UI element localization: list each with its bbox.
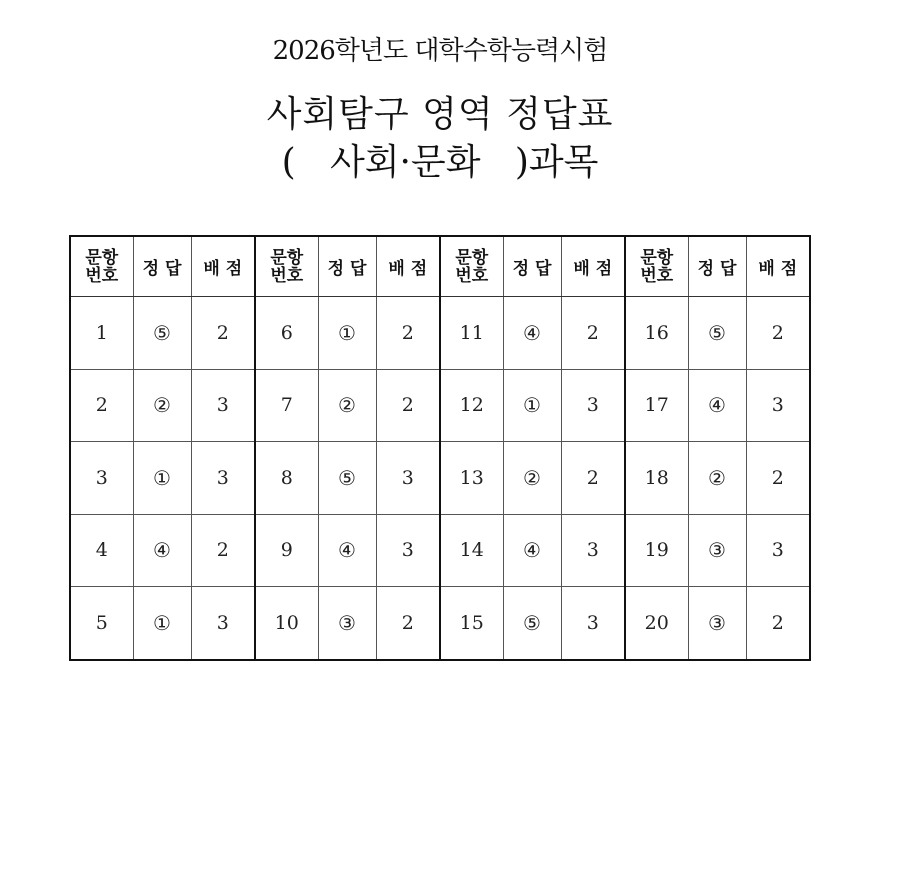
answer-cell: ④: [503, 514, 561, 587]
points-cell: 3: [561, 514, 625, 587]
points-cell: 2: [561, 442, 625, 515]
points-cell: 2: [561, 297, 625, 370]
header-points: 배 점: [561, 236, 625, 297]
answer-cell: ①: [133, 442, 191, 515]
question-number-cell: 20: [625, 587, 688, 660]
question-number-cell: 8: [255, 442, 318, 515]
answer-cell: ⑤: [318, 442, 376, 515]
answer-cell: ②: [133, 369, 191, 442]
answer-cell: ①: [133, 587, 191, 660]
points-cell: 2: [746, 297, 810, 370]
question-number-cell: 19: [625, 514, 688, 587]
points-cell: 3: [561, 369, 625, 442]
header-question-number: 문항 번호: [70, 236, 133, 297]
question-number-cell: 16: [625, 297, 688, 370]
answer-cell: ④: [133, 514, 191, 587]
answer-cell: ②: [503, 442, 561, 515]
table-body: [70, 297, 810, 660]
points-cell: 2: [746, 442, 810, 515]
answer-cell: ②: [688, 442, 746, 515]
question-number-cell: 4: [70, 514, 133, 587]
answer-cell: ②: [318, 369, 376, 442]
question-number-cell: 9: [255, 514, 318, 587]
points-cell: 3: [191, 369, 255, 442]
answer-key-table: [69, 235, 811, 661]
header-answer: 정 답: [688, 236, 746, 297]
exam-title: 2026학년도 대학수학능력시험: [272, 36, 608, 66]
header-answer: 정 답: [503, 236, 561, 297]
table-row: [70, 587, 810, 660]
question-number-cell: 11: [440, 297, 503, 370]
answer-cell: ④: [688, 369, 746, 442]
answer-cell: ③: [688, 587, 746, 660]
points-cell: 2: [376, 369, 440, 442]
answer-cell: ④: [318, 514, 376, 587]
question-number-cell: 2: [70, 369, 133, 442]
question-number-cell: 6: [255, 297, 318, 370]
points-cell: 2: [191, 514, 255, 587]
points-cell: 3: [191, 442, 255, 515]
table-row: [70, 442, 810, 515]
header-answer: 정 답: [318, 236, 376, 297]
question-number-cell: 7: [255, 369, 318, 442]
points-cell: 3: [746, 514, 810, 587]
answer-cell: ④: [503, 297, 561, 370]
question-number-cell: 18: [625, 442, 688, 515]
points-cell: 2: [191, 297, 255, 370]
answer-cell: ⑤: [503, 587, 561, 660]
question-number-cell: 15: [440, 587, 503, 660]
points-cell: 3: [376, 442, 440, 515]
table-row: [70, 514, 810, 587]
header-points: 배 점: [376, 236, 440, 297]
question-number-cell: 14: [440, 514, 503, 587]
points-cell: 2: [376, 297, 440, 370]
question-number-cell: 12: [440, 369, 503, 442]
header-points: 배 점: [191, 236, 255, 297]
points-cell: 3: [561, 587, 625, 660]
answer-cell: ③: [318, 587, 376, 660]
question-number-cell: 10: [255, 587, 318, 660]
header-question-number: 문항 번호: [255, 236, 318, 297]
answer-cell: ①: [503, 369, 561, 442]
header-question-number: 문항 번호: [625, 236, 688, 297]
points-cell: 3: [191, 587, 255, 660]
points-cell: 2: [376, 587, 440, 660]
points-cell: 3: [746, 369, 810, 442]
points-cell: 2: [746, 587, 810, 660]
answer-cell: ①: [318, 297, 376, 370]
header-question-number: 문항 번호: [440, 236, 503, 297]
subject-line: ( 사회·문화 )과목: [281, 142, 599, 183]
answer-cell: ⑤: [133, 297, 191, 370]
table-row: [70, 369, 810, 442]
question-number-cell: 5: [70, 587, 133, 660]
header-points: 배 점: [746, 236, 810, 297]
answer-cell: ⑤: [688, 297, 746, 370]
question-number-cell: 17: [625, 369, 688, 442]
header-answer: 정 답: [133, 236, 191, 297]
question-number-cell: 1: [70, 297, 133, 370]
table-header-row: [70, 236, 810, 297]
question-number-cell: 13: [440, 442, 503, 515]
table-row: [70, 297, 810, 370]
question-number-cell: 3: [70, 442, 133, 515]
section-title: 사회탐구 영역 정답표: [266, 94, 614, 135]
points-cell: 3: [376, 514, 440, 587]
answer-cell: ③: [688, 514, 746, 587]
